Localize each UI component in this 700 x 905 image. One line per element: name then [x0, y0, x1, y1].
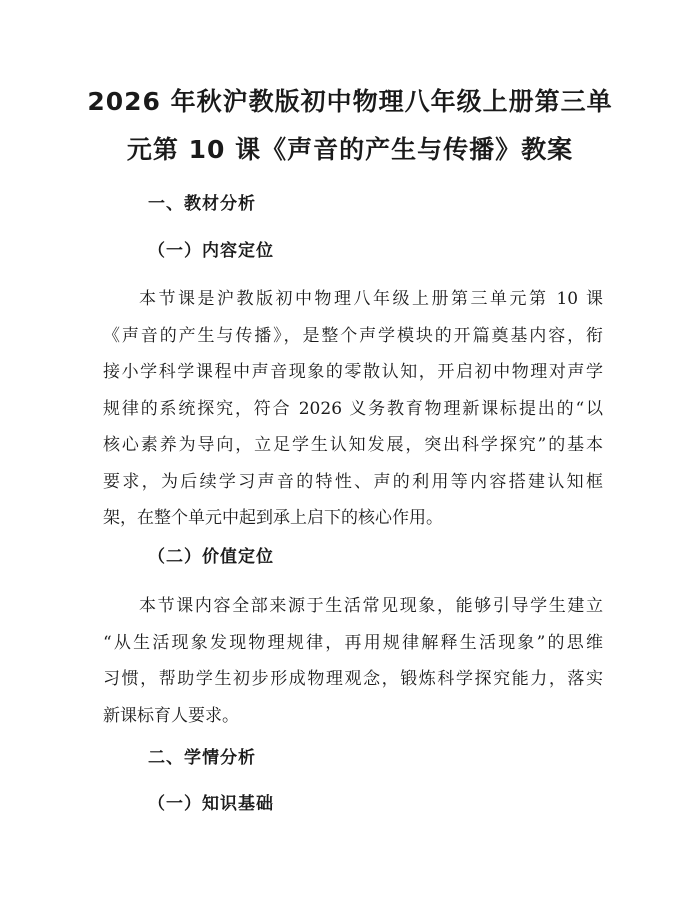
document-title-line-2: 元第 10 课《声音的产生与传播》教案 — [126, 135, 574, 164]
paragraph-content-positioning — [103, 281, 603, 537]
subsection-heading-knowledge-base: （一）知识基础 — [148, 794, 274, 814]
document-title-line-1: 2026 年秋沪教版初中物理八年级上册第三单 — [87, 87, 613, 116]
paragraph-line: 新课标育人要求。 — [103, 705, 239, 726]
subsection-heading-value-positioning: （二）价值定位 — [148, 547, 274, 567]
paragraph-line: 本节课内容全部来源于生活常见现象，能够引导学生建立 — [139, 596, 603, 616]
paragraph-line: 本节课是沪教版初中物理八年级上册第三单元第 10 课 — [139, 289, 603, 309]
subsection-heading-content-positioning: （一）内容定位 — [148, 241, 274, 261]
paragraph-line: 接小学科学课程中声音现象的零散认知，开启初中物理对声学 — [103, 362, 603, 382]
paragraph-line: 习惯，帮助学生初步形成物理观念，锻炼科学探究能力，落实 — [103, 669, 603, 689]
paragraph-line: 核心素养为导向，立足学生认知发展，突出科学探究”的基本 — [103, 435, 603, 455]
section-heading-textbook-analysis: 一、教材分析 — [148, 194, 256, 214]
section-heading-student-analysis: 二、学情分析 — [148, 748, 256, 768]
paragraph-line: 《声音的产生与传播》，是整个声学模块的开篇奠基内容，衔 — [103, 325, 603, 346]
paragraph-value-positioning — [103, 588, 603, 734]
paragraph-line: 规律的系统探究，符合 2026 义务教育物理新课标提出的“以 — [103, 398, 603, 419]
paragraph-line: 架，在整个单元中起到承上启下的核心作用。 — [103, 508, 443, 528]
paragraph-line: “从生活现象发现物理规律，再用规律解释生活现象”的思维 — [103, 632, 603, 653]
paragraph-line: 要求，为后续学习声音的特性、声的利用等内容搭建认知框 — [103, 471, 603, 492]
